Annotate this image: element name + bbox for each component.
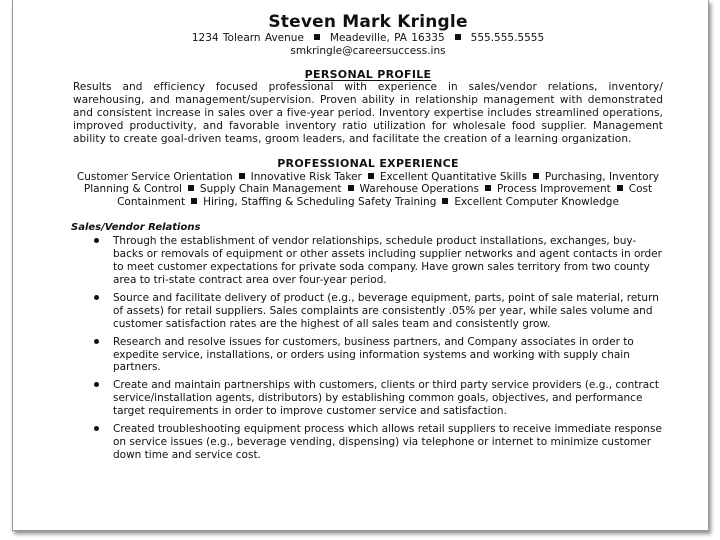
achievement-list <box>73 235 663 462</box>
skill-item: Process Improvement <box>496 183 611 196</box>
profile-heading: PERSONAL PROFILE <box>304 68 432 81</box>
bullet-text: Created troubleshooting equipment process which allows retail suppliers to receive immediate response on service issues (e.g., beverage vending, dispensing) via telephone or internet to minimize customer down time and service cost. <box>113 423 662 461</box>
resume-name: Steven Mark Kringle <box>268 12 468 32</box>
list-item <box>73 336 663 375</box>
skill-item: Customer Service Orientation <box>76 170 233 183</box>
email: smkringle@careersuccess.ins <box>290 45 446 57</box>
skill-item: Excellent Computer Knowledge <box>454 196 619 209</box>
resume-content <box>73 12 663 462</box>
bullet-icon <box>94 382 99 387</box>
experience-heading: PROFESSIONAL EXPERIENCE <box>277 156 459 170</box>
skill-item: Supply Chain Management <box>199 183 342 196</box>
bullet-text: Through the establishment of vendor relationships, schedule product installations, exchanges, buy-backs or removals of equipment or other assets including supplier networks and agent contacts in order to meet customer expectations for private soda company. Have grown sales territory from two county area to tri-state contract area over four-year period. <box>113 235 662 286</box>
square-separator-icon <box>239 173 245 179</box>
city: Meadeville, PA 16335 <box>329 32 445 44</box>
bullet-icon <box>94 339 99 344</box>
square-separator-icon <box>348 185 354 191</box>
square-separator-icon <box>368 173 374 179</box>
list-item <box>73 423 663 462</box>
bullet-icon <box>94 295 99 300</box>
bullet-text: Create and maintain partnerships with customers, clients or third party service providers (e.g., contract service/installation agents, distributors) by establishing common goals, objectives, and performance target requirements in order to improve customer service and satisfaction. <box>113 379 660 418</box>
square-separator-icon <box>485 185 491 191</box>
square-separator-icon <box>442 198 448 204</box>
bullet-icon <box>94 426 99 431</box>
skill-item: Purchasing, Inventory Planning & Control <box>83 170 660 196</box>
square-separator-icon <box>188 185 194 191</box>
bullet-icon <box>94 238 99 243</box>
skill-item: Cost Containment <box>117 183 653 209</box>
square-separator-icon <box>455 34 461 40</box>
skill-item: Excellent Quantitative Skills <box>379 170 527 183</box>
bullet-text: Research and resolve issues for customers, business partners, and Company associates in order to expedite service, installations, or orders using information systems and working with supply chain partners. <box>113 335 634 374</box>
skill-item: Warehouse Operations <box>359 183 479 196</box>
list-item <box>73 292 663 331</box>
list-item <box>73 235 663 287</box>
contact-line <box>73 32 663 45</box>
square-separator-icon <box>617 185 623 191</box>
square-separator-icon <box>314 34 320 40</box>
resume-page <box>12 0 709 531</box>
square-separator-icon <box>191 198 197 204</box>
skills-list <box>73 171 663 210</box>
sales-heading: Sales/Vendor Relations <box>71 222 201 234</box>
skill-item: Hiring, Staffing & Scheduling Safety Training <box>203 196 437 209</box>
square-separator-icon <box>533 173 539 179</box>
bullet-text: Source and facilitate delivery of product (e.g., beverage equipment, parts, point of sale material, return of assets) for retail suppliers. Sales complaints are consistently .05% per year, while sales volume and customer satisfaction rates are the highest of all sales team and consistently grow. <box>113 291 659 330</box>
list-item <box>73 379 663 418</box>
skill-item: Innovative Risk Taker <box>250 170 362 183</box>
address: 1234 Tolearn Avenue <box>191 32 304 44</box>
profile-text: Results and efficiency focused professional with experience in sales/vendor relations, inventory/ warehousing, and management/supervision. Proven ability in relationship management with demonstrated and consistent increase in sales over a five-year period. Inventory expertise includes streamlined operations, improved productivity, and favorable inventory ratio utilization for wholesale food supplier. Management ability to create goal-driven teams, groom leaders, and facilitate the creation of a learning organization. <box>73 81 663 145</box>
phone: 555.555.5555 <box>470 32 545 44</box>
